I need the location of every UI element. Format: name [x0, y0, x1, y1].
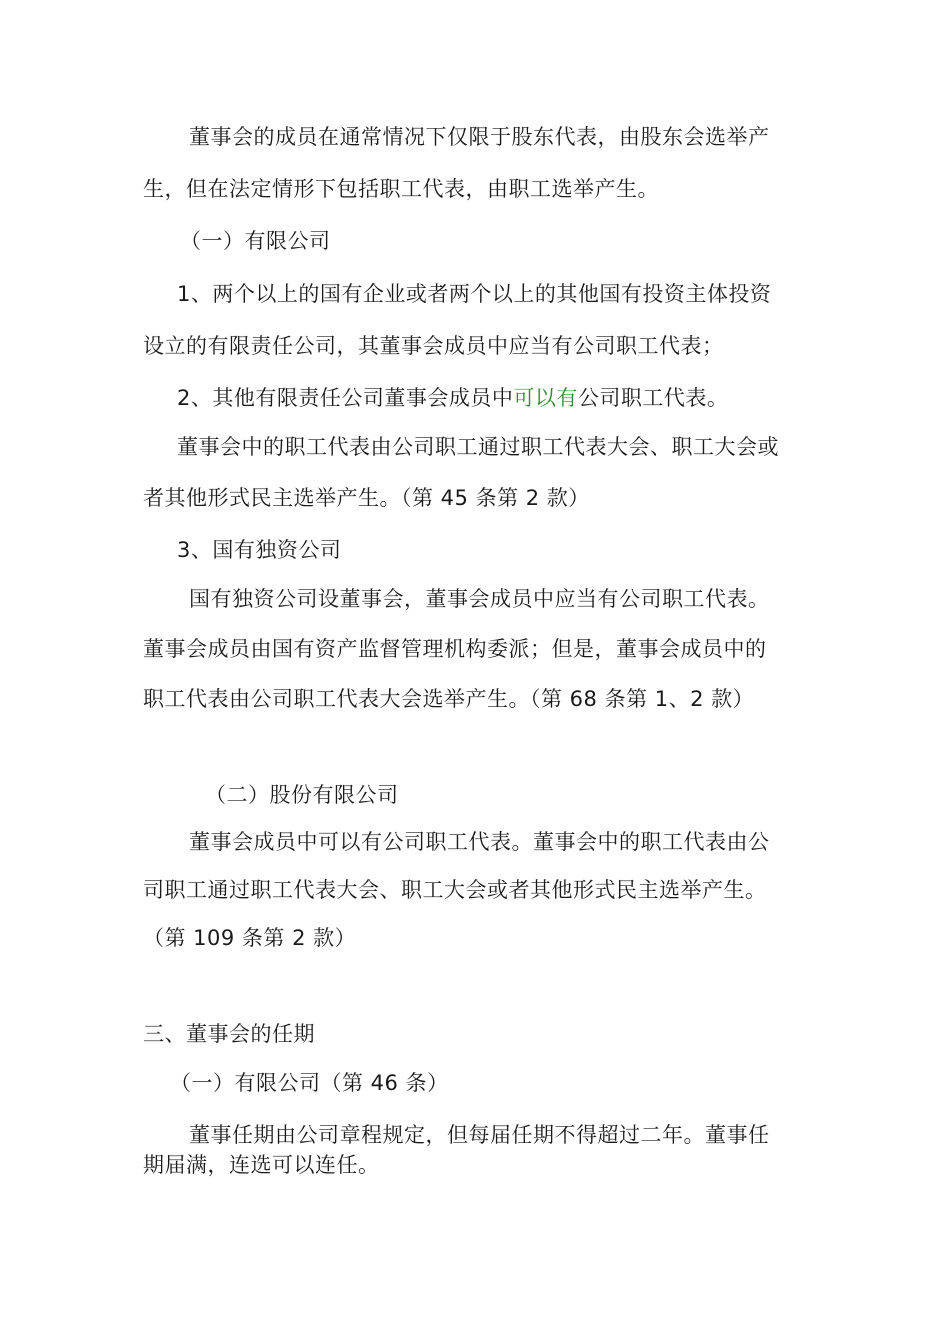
paragraph-line: 董事会成员由国有资产监督管理机构委派；但是，董事会成员中的	[143, 637, 767, 661]
paragraph-line: 董事任期由公司章程规定，但每届任期不得超过二年。董事任	[189, 1123, 770, 1147]
paragraph-line: 职工代表由公司职工代表大会选举产生。（第 68 条第 1、2 款）	[143, 687, 755, 711]
section-heading: （一）有限公司	[180, 229, 331, 253]
paragraph-line: 董事会成员中可以有公司职工代表。董事会中的职工代表由公	[189, 830, 770, 854]
paragraph-line: 司职工通过职工代表大会、职工大会或者其他形式民主选举产生。	[143, 878, 767, 902]
paragraph-line: 董事会的成员在通常情况下仅限于股东代表，由股东会选举产	[189, 125, 770, 149]
paragraph-line: 者其他形式民主选举产生。（第 45 条第 2 款）	[143, 486, 590, 510]
text-run: 2、其他有限责任公司董事会成员中	[177, 386, 514, 410]
paragraph-line: 设立的有限责任公司，其董事会成员中应当有公司职工代表；	[143, 334, 724, 358]
section-heading: （二）股份有限公司	[205, 783, 399, 807]
list-item	[177, 384, 728, 412]
text-run: 公司职工代表。	[577, 386, 729, 410]
paragraph-line: 国有独资公司设董事会，董事会成员中应当有公司职工代表。	[189, 587, 770, 611]
paragraph-line: 生，但在法定情形下包括职工代表，由职工选举产生。	[143, 177, 659, 201]
paragraph-line: 董事会中的职工代表由公司职工通过职工代表大会、职工大会或	[177, 435, 779, 459]
paragraph-line: （第 109 条第 2 款）	[143, 926, 357, 950]
paragraph-line: 期届满，连选可以连任。	[143, 1153, 380, 1177]
list-item: 1、两个以上的国有企业或者两个以上的其他国有投资主体投资	[177, 282, 772, 306]
chapter-heading: 三、董事会的任期	[143, 1022, 315, 1046]
section-heading: （一）有限公司（第 46 条）	[170, 1071, 449, 1095]
list-item: 3、国有独资公司	[177, 538, 342, 562]
highlighted-text: 可以有	[513, 386, 578, 410]
